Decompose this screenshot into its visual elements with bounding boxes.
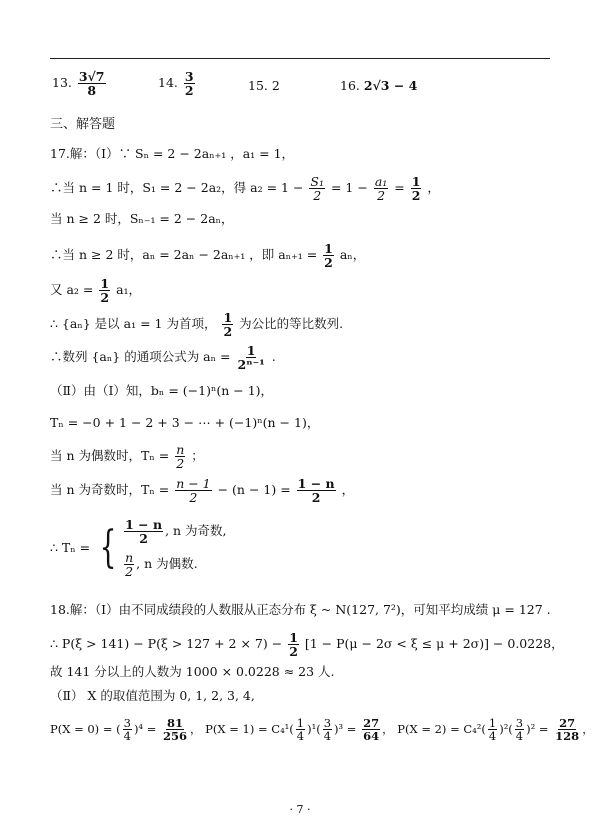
answer-15: 15. 2 <box>248 78 280 93</box>
answer-number: 14. <box>158 75 178 91</box>
case-even: $\frac{n}{2}$ , n 为偶数. <box>125 550 198 580</box>
answer-number: 13. <box>52 75 72 91</box>
answer-16: 16. 2√3 − 4 <box>340 78 418 93</box>
fraction: $\frac{1}{2}$ <box>324 241 333 271</box>
fraction: $\frac{\text{S₁}}{2}$ <box>310 174 324 204</box>
fraction: $\frac{1}{2}$ <box>223 310 233 340</box>
q18-line-4: （Ⅱ） X 的取值范围为 0, 1, 2, 3, 4, <box>50 688 255 703</box>
p-x-2: P(X = 2) = C₄²( $\frac{1}{4}$ )²( $\frac{3}{4}$ )² = $\frac{27}{128}$ ， <box>397 716 594 744</box>
fraction: $\frac{\text{a₁}}{2}$ <box>374 174 388 204</box>
p-x-0: P(X = 0) = ( $\frac{3}{4}$ )⁴ = $\frac{81}{256}$ ， <box>50 716 202 744</box>
fraction: $\frac{1 - n}{2}$ <box>297 476 335 506</box>
fraction: $\frac{1}{2}$ <box>289 630 298 660</box>
piecewise-cases <box>122 518 226 579</box>
header-rule <box>50 58 550 59</box>
fraction: $\frac{3}{2}$ <box>184 69 194 99</box>
q17-line-5: 又 a₂ = $\frac{1}{2}$ a₁， <box>50 276 142 306</box>
fraction: $\frac{27}{64}$ <box>363 716 380 744</box>
q17-line-7: ∴数列 {aₙ} 的通项公式为 aₙ = $\frac{1}{\text{2ⁿ⁻¹}}$ . <box>50 343 276 373</box>
section-title: 三、解答题 <box>50 117 116 132</box>
left-brace: { <box>99 522 117 574</box>
fraction: $\frac{1}{\text{2ⁿ⁻¹}}$ <box>237 343 265 373</box>
fraction: $\frac{3}{4}$ <box>323 716 332 744</box>
q18-line-2: ∴ P(ξ > 141) − P(ξ > 127 + 2 × 7) − $\frac{1}{2}$ [1 − P(μ − 2σ < ξ ≤ μ + 2σ)] − 0.0228， <box>50 630 564 660</box>
fraction: $\frac{1}{2}$ <box>411 174 421 204</box>
fraction: $\frac{1}{4}$ <box>488 716 497 744</box>
fraction: $\frac{3}{4}$ <box>123 716 131 744</box>
q18-line-3: 故 141 分以上的人数为 1000 × 0.0228 ≈ 23 人. <box>50 664 335 679</box>
page-number: · 7 · <box>289 803 311 816</box>
fraction: $\frac{n - 1}{2}$ <box>176 476 211 506</box>
fraction: $\frac{1}{4}$ <box>296 716 305 744</box>
case-odd: $\frac{1 - n}{2}$ , n 为奇数, <box>125 517 227 547</box>
answer-14 <box>158 70 197 97</box>
q17-line-11: 当 n 为奇数时，Tₙ = $\frac{n - 1}{2}$ − (n − 1) = $\frac{1 - n}{2}$ ， <box>50 476 355 506</box>
q17-line-3: 当 n ≥ 2 时，Sₙ₋₁ = 2 − 2aₙ， <box>50 211 234 226</box>
fraction: $\frac{n}{2}$ <box>176 442 185 472</box>
q17-line-6: ∴ {aₙ} 是以 a₁ = 1 为首项， $\frac{1}{2}$ 为公比的等比数列. <box>50 310 344 340</box>
q17-line-8: （Ⅱ）由（Ⅰ）知，bₙ = (−1)ⁿ(n − 1)， <box>50 383 274 398</box>
q18-probabilities <box>50 717 594 742</box>
fraction: $\frac{3}{4}$ <box>515 716 524 744</box>
fraction: $\frac{1 - n}{2}$ <box>125 517 163 547</box>
q17-line-2: ∴当 n = 1 时，S₁ = 2 − 2a₂，得 a₂ = 1 − $\frac{\text{S₁}}{2}$ = 1 − $\frac{\text{a₁}}{2}$ = $\frac{1}{2}$ ， <box>50 174 440 204</box>
answer-13 <box>52 70 108 97</box>
fraction: $\frac{1}{2}$ <box>100 276 110 306</box>
p-x-1: P(X = 1) = C₄¹( $\frac{1}{4}$ )¹( $\frac{3}{4}$ )³ = $\frac{27}{64}$ ， <box>205 716 394 744</box>
fraction: $\frac{3√7}{8}$ <box>78 69 105 99</box>
q18-line-1: 18.解：（Ⅰ）由不同成绩段的人数服从正态分布 ξ ~ N(127, 7²)，可知平均成绩 μ = 127 . <box>50 602 551 617</box>
fraction: $\frac{27}{128}$ <box>555 716 580 744</box>
fraction: $\frac{n}{2}$ <box>125 550 134 580</box>
q17-line-10: 当 n 为偶数时，Tₙ = $\frac{n}{2}$ ； <box>50 442 204 472</box>
fraction: $\frac{81}{256}$ <box>162 716 187 744</box>
q17-line-1: 17.解：（Ⅰ）∵ Sₙ = 2 − 2aₙ₊₁ ，a₁ = 1， <box>50 146 295 161</box>
q17-line-12: ∴ Tₙ = { $\frac{1 - n}{2}$ , n 为奇数, $\frac{n}{2}$ , n 为偶数. <box>50 517 227 580</box>
q17-line-9: Tₙ = −0 + 1 − 2 + 3 − ⋯ + (−1)ⁿ(n − 1)， <box>50 415 320 430</box>
q17-line-4: ∴当 n ≥ 2 时，aₙ = 2aₙ − 2aₙ₊₁ ，即 aₙ₊₁ = $\frac{1}{2}$ aₙ， <box>50 241 366 271</box>
